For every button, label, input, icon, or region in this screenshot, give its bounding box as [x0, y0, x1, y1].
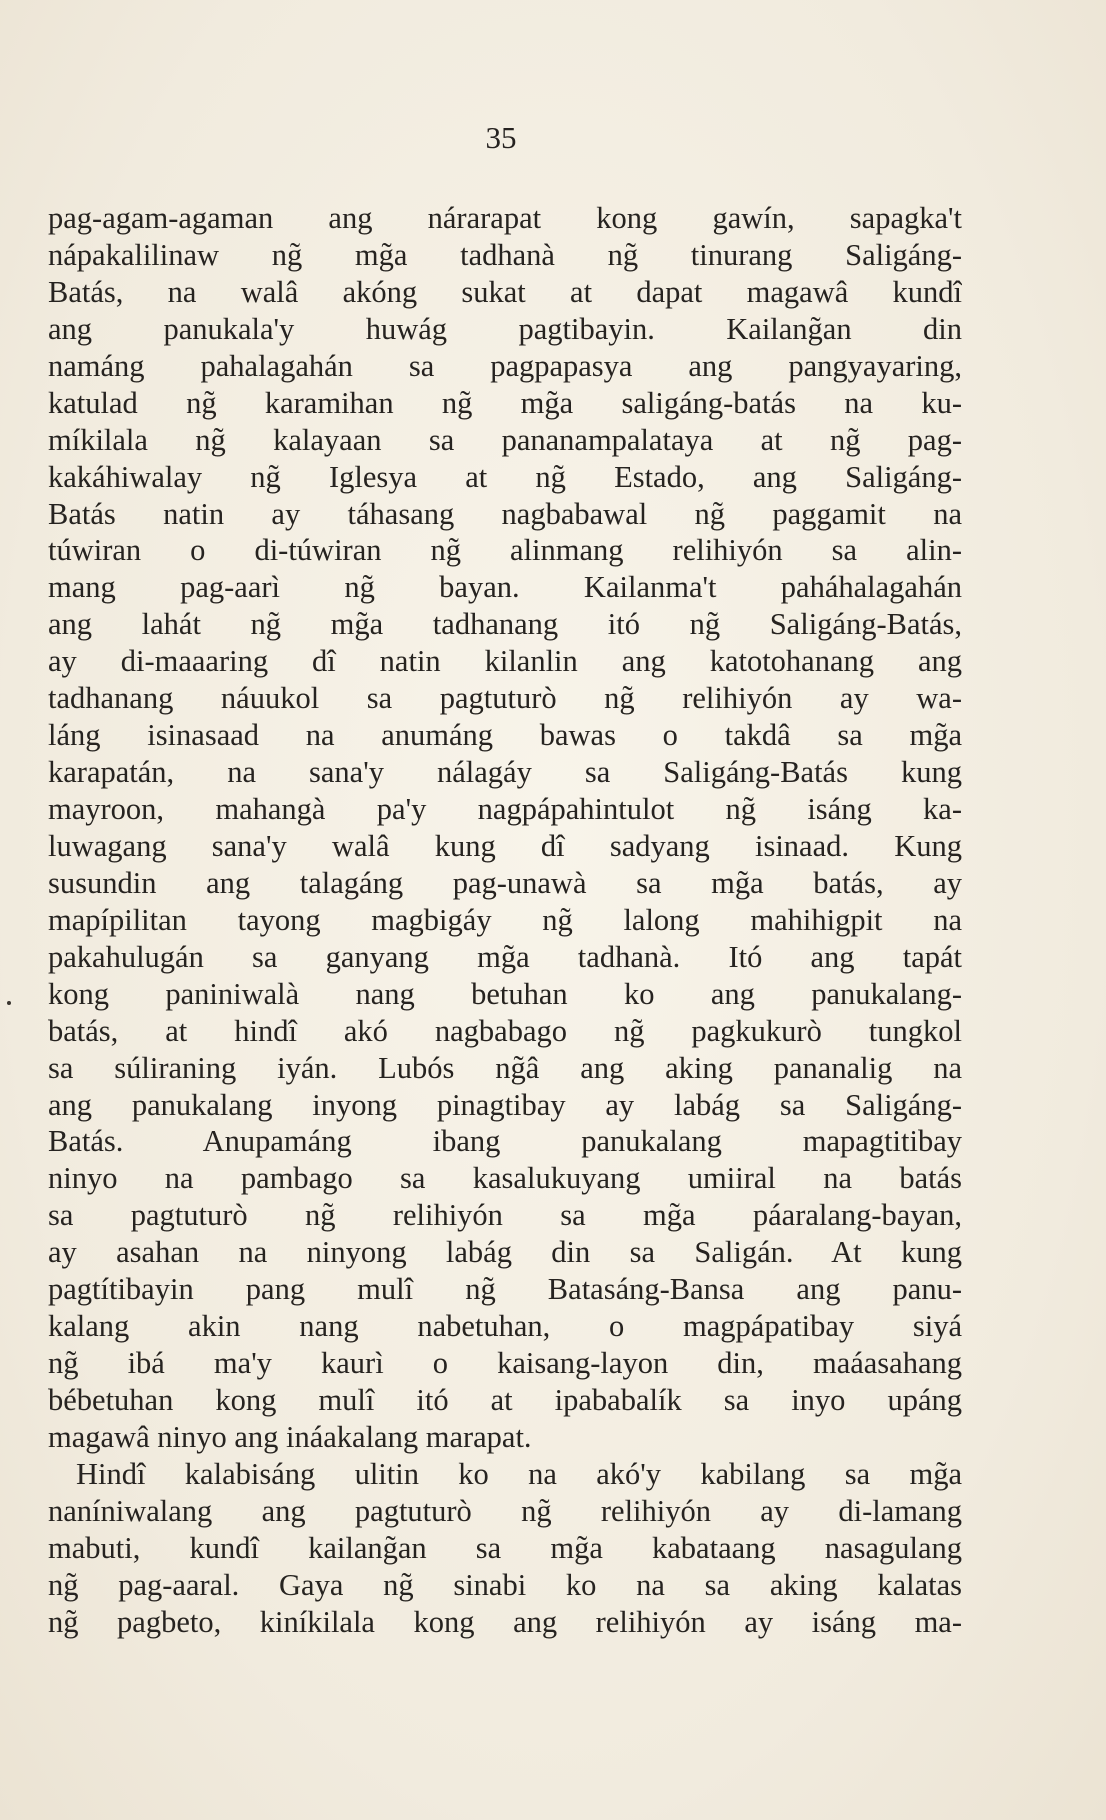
text-line: mayroon, mahangà pa'y nagpápahintulot ng̃ isáng ka- [48, 792, 962, 826]
text-line: Hindî kalabisáng ulitin ko na akó'y kabilang sa mg̃a [76, 1456, 962, 1491]
text-line: Batás. Anupamáng ibang panukalang mapagtitibay [48, 1124, 962, 1159]
text-line: ay di-maaaring dî natin kilanlin ang katotohanang ang [48, 644, 962, 679]
text-line: ang lahát ng̃ mg̃a tadhanang itó ng̃ Saligáng-Batás, [48, 607, 962, 642]
text-line: batás, at hindî akó nagbabago ng̃ pagkukurò tungkol [48, 1013, 962, 1048]
text-line: mang pag-aarì ng̃ bayan. Kailanma't paháhalagahán [48, 570, 962, 605]
text-line: bébetuhan kong mulî itó at ipababalík sa inyo upáng [48, 1383, 962, 1417]
text-line: nápakalilinaw ng̃ mg̃a tadhanà ng̃ tinurang Saligáng- [48, 237, 962, 272]
text-line: Batás, na walâ akóng sukat at dapat magawâ kundî [48, 274, 962, 309]
text-line: katulad ng̃ karamihan ng̃ mg̃a saligáng-batás na ku- [48, 385, 962, 420]
text-line: karapatán, na sana'y nálagáy sa Saligáng-Batás kung [48, 755, 962, 790]
text-line: ng̃ pag-aaral. Gaya ng̃ sinabi ko na sa aking kalatas [48, 1567, 962, 1602]
text-line: susundin ang talagáng pag-unawà sa mg̃a batás, ay [48, 865, 962, 900]
ink-speck [7, 1001, 11, 1005]
text-line: tadhanang náuukol sa pagtuturò ng̃ relihiyón ay wa- [48, 681, 962, 716]
text-line: kakáhiwalay ng̃ Iglesya at ng̃ Estado, ang Saligáng- [48, 459, 962, 494]
text-line: mapípilitan tayong magbigáy ng̃ lalong mahihigpit na [48, 902, 962, 937]
text-line: luwagang sana'y walâ kung dî sadyang isinaad. Kung [48, 828, 962, 863]
text-line: ang panukala'y huwág pagtibayin. Kailang̃an din [48, 311, 962, 346]
text-line: pag-agam-agaman ang nárarapat kong gawín, sapagka't [48, 201, 962, 235]
text-line: sa súliraning iyán. Lubós ng̃â ang aking pananalig na [48, 1050, 962, 1085]
text-line: mabuti, kundî kailang̃an sa mg̃a kabataang nasagulang [48, 1530, 962, 1565]
body-text [48, 200, 962, 1641]
text-line: magawâ ninyo ang ináakalang marapat. [48, 1419, 532, 1454]
text-line: kalang akin nang nabetuhan, o magpápatibay siyá [48, 1309, 962, 1344]
text-line: ng̃ ibá ma'y kaurì o kaisang-layon din, maáasahang [48, 1346, 962, 1381]
text-line: túwiran o di-túwiran ng̃ alinmang relihiyón sa alin- [48, 533, 962, 568]
text-line: pagtítibayin pang mulî ng̃ Batasáng-Bansa ang panu- [48, 1272, 962, 1307]
paragraph [48, 200, 962, 1456]
paragraph [48, 1456, 962, 1641]
text-line: naníniwalang ang pagtuturò ng̃ relihiyón ay di-lamang [48, 1493, 962, 1528]
text-line: láng isinasaad na anumáng bawas o takdâ sa mg̃a [48, 718, 962, 753]
text-line: sa pagtuturò ng̃ relihiyón sa mg̃a páaralang-bayan, [48, 1198, 962, 1233]
text-line: ng̃ pagbeto, kiníkilala kong ang relihiyón ay isáng ma- [48, 1604, 962, 1639]
text-line: kong paniniwalà nang betuhan ko ang panukalang- [48, 976, 962, 1011]
text-line: pakahulugán sa ganyang mg̃a tadhanà. Itó ang tapát [48, 939, 962, 974]
text-line: ay asahan na ninyong labág din sa Saligán. At kung [48, 1235, 962, 1270]
text-line: Batás natin ay táhasang nagbabawal ng̃ paggamit na [48, 496, 962, 531]
text-line: ang panukalang inyong pinagtibay ay labág sa Saligáng- [48, 1087, 962, 1122]
page-number: 35 [485, 120, 517, 155]
text-line: míkilala ng̃ kalayaan sa pananampalataya at ng̃ pag- [48, 422, 962, 457]
text-line: namáng pahalagahán sa pagpapasya ang pangyayaring, [48, 348, 962, 383]
text-line: ninyo na pambago sa kasalukuyang umiiral na batás [48, 1161, 962, 1196]
